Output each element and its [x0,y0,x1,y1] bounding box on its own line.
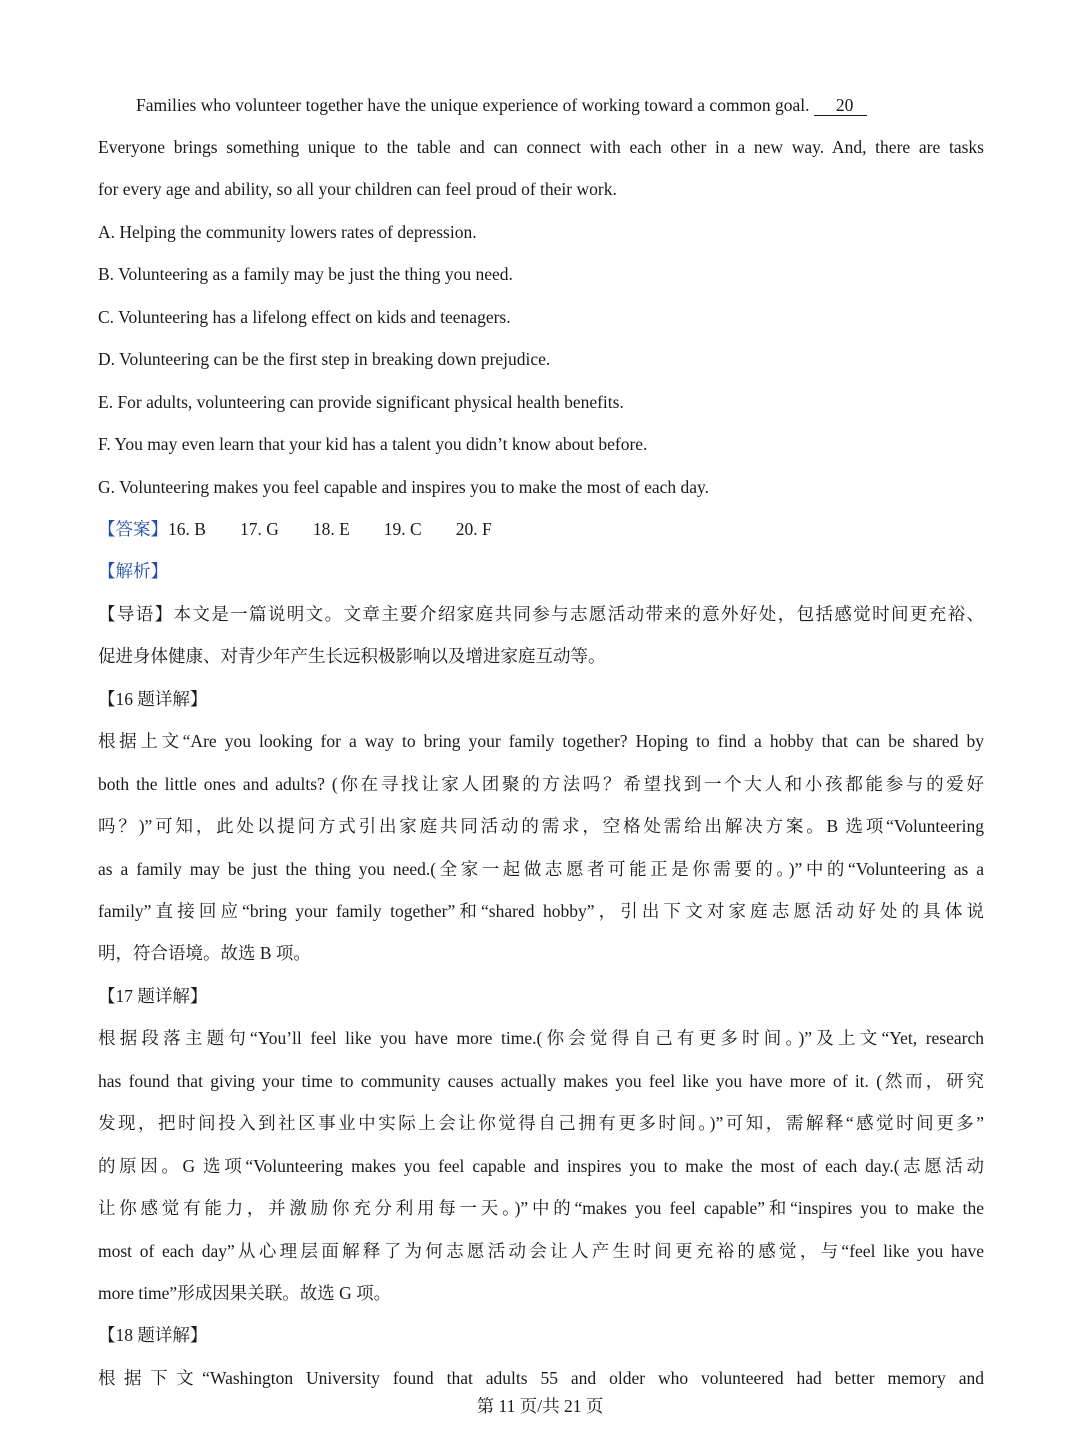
q18-heading: 【18 题详解】 [98,1325,208,1345]
option-a: A. Helping the community lowers rates of depression. [98,222,477,242]
q16-line: both the little ones and adults? (你在寻找让家人团聚的方法吗？希望找到一个大人和小孩都能参与的爱好 [98,774,984,794]
option-e: E. For adults, volunteering can provide significant physical health benefits. [98,392,624,412]
q16-heading: 【16 题详解】 [98,689,208,709]
q17-heading: 【17 题详解】 [98,986,208,1006]
answer-item: 20. F [455,519,492,539]
passage-line: Everyone brings something unique to the table and can connect with each other in a new way. And, there are tasks [98,137,984,157]
answer-item: 18. E [312,519,350,539]
option-c: C. Volunteering has a lifelong effect on kids and teenagers. [98,307,511,327]
q16-line: 吗？)”可知，此处以提问方式引出家庭共同活动的需求，空格处需给出解决方案。B 选项“Volunteering [98,816,984,836]
option-f: F. You may even learn that your kid has a talent you didn’t know about before. [98,434,648,454]
passage-line: for every age and ability, so all your children can feel proud of their work. [98,179,617,199]
answer-item: 17. G [239,519,279,539]
q17-line: 发现，把时间投入到社区事业中实际上会让你觉得自己拥有更多时间。)”可知，需解释“感觉时间更多” [98,1113,984,1133]
answer-item: 16. B [168,519,206,539]
answer-blank: 20 [814,95,868,116]
answer-line [98,517,984,541]
page-footer: 第 11 页/共 21 页 [476,1396,604,1416]
q17-line: has found that giving your time to community causes actually makes you feel like you have more of it. (然而，研究 [98,1071,984,1091]
q16-line: 明，符合语境。故选 B 项。 [98,943,311,963]
q17-line: 根据段落主题句“You’ll feel like you have more time.(你会觉得自己有更多时间。)”及上文“Yet, research [98,1028,984,1048]
option-d: D. Volunteering can be the first step in breaking down prejudice. [98,349,551,369]
q17-line: more time”形成因果关联。故选 G 项。 [98,1283,392,1303]
guide-line: 【导语】本文是一篇说明文。文章主要介绍家庭共同参与志愿活动带来的意外好处，包括感觉时间更充裕、 [98,604,984,624]
q16-line: as a family may be just the thing you need.(全家一起做志愿者可能正是你需要的。)”中的“Volunteering as a [98,859,984,879]
analysis-label: 【解析】 [98,561,168,581]
guide-line: 促进身体健康、对青少年产生长远积极影响以及增进家庭互动等。 [98,646,606,666]
q17-line: 让你感觉有能力，并激励你充分利用每一天。)”中的“makes you feel capable”和“inspires you to make the [98,1198,984,1218]
q17-line: most of each day”从心理层面解释了为何志愿活动会让人产生时间更充裕的感觉，与“feel like you have [98,1241,984,1261]
option-b: B. Volunteering as a family may be just the thing you need. [98,264,513,284]
passage-line [136,93,984,117]
answer-label: 【答案】 [98,519,168,539]
q16-line: 根据上文“Are you looking for a way to bring your family together? Hoping to find a hobby that can be shared by [98,731,984,751]
q18-line: 根据下文“Washington University found that adults 55 and older who volunteered had better memory and [98,1368,984,1388]
passage-text: Families who volunteer together have the unique experience of working toward a common goal. [136,95,810,115]
answer-item: 19. C [383,519,422,539]
q17-line: 的原因。G 选项“Volunteering makes you feel capable and inspires you to make the most of each day.(志愿活动 [98,1156,984,1176]
option-g: G. Volunteering makes you feel capable and inspires you to make the most of each day. [98,477,710,497]
q16-line: family”直接回应“bring your family together”和“shared hobby”，引出下文对家庭志愿活动好处的具体说 [98,901,984,921]
